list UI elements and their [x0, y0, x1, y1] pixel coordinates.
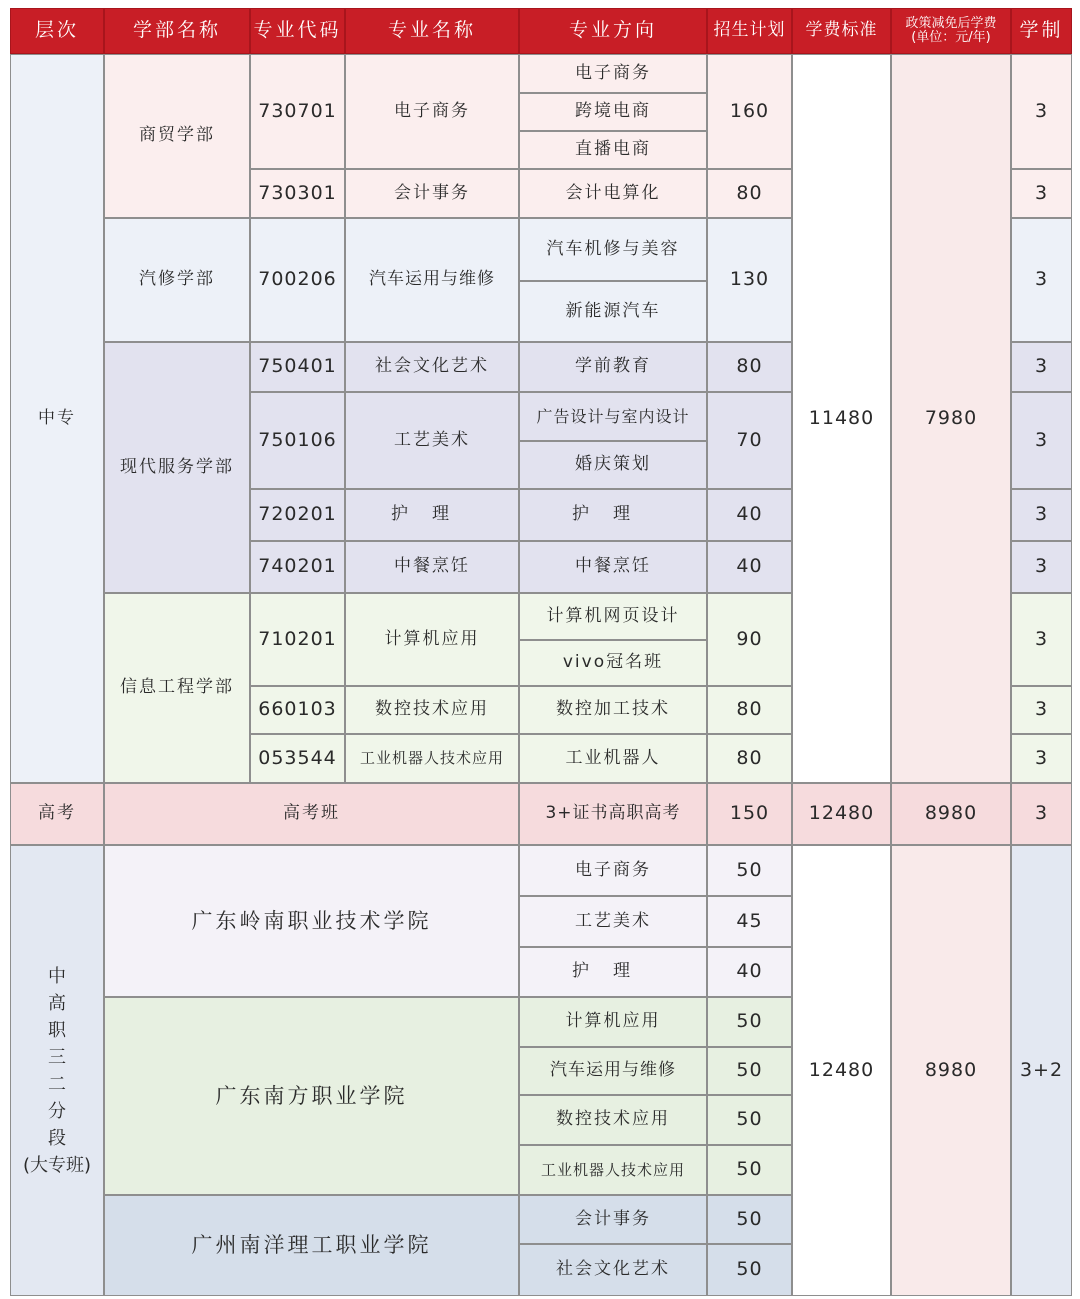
- dept-xiandai: 现代服务学部: [104, 342, 250, 593]
- direction-cell: 计算机网页设计: [519, 593, 707, 640]
- header-code: 专业代码: [250, 8, 345, 54]
- plan-cell: 80: [707, 342, 792, 392]
- code-cell: 660103: [250, 686, 345, 734]
- fee-cell: 12480: [792, 783, 891, 845]
- duration-cell: 3: [1011, 169, 1072, 218]
- direction-cell: 电子商务: [519, 54, 707, 93]
- major-cell: 工艺美术: [345, 392, 519, 489]
- code-cell: 720201: [250, 489, 345, 541]
- direction-cell: 汽车运用与维修: [519, 1047, 707, 1095]
- duration-cell: 3+2: [1011, 845, 1072, 1296]
- plan-cell: 130: [707, 218, 792, 342]
- plan-cell: 40: [707, 489, 792, 541]
- reduced-fee-cell: 7980: [891, 54, 1011, 783]
- direction-cell: 直播电商: [519, 131, 707, 169]
- plan-cell: 50: [707, 997, 792, 1047]
- plan-cell: 50: [707, 1195, 792, 1244]
- plan-cell: 90: [707, 593, 792, 686]
- level-gaokao: 高考: [10, 783, 104, 845]
- duration-cell: 3: [1011, 342, 1072, 392]
- duration-cell: 3: [1011, 392, 1072, 489]
- plan-cell: 150: [707, 783, 792, 845]
- plan-cell: 45: [707, 896, 792, 947]
- direction-cell: 学前教育: [519, 342, 707, 392]
- header-duration: 学制: [1011, 8, 1072, 54]
- fee-cell: 12480: [792, 845, 891, 1296]
- header-dept: 学部名称: [104, 8, 250, 54]
- direction-cell: 3+证书高职高考: [519, 783, 707, 845]
- plan-cell: 80: [707, 686, 792, 734]
- header-plan: 招生计划: [707, 8, 792, 54]
- level-char: (大专班): [22, 1154, 92, 1176]
- direction-cell: 数控加工技术: [519, 686, 707, 734]
- college-cell: 广东南方职业学院: [104, 997, 519, 1195]
- duration-cell: 3: [1011, 593, 1072, 686]
- college-cell: 广东岭南职业技术学院: [104, 845, 519, 997]
- plan-cell: 80: [707, 734, 792, 783]
- duration-cell: 3: [1011, 541, 1072, 593]
- header-fee: 学费标准: [792, 8, 891, 54]
- code-cell: 053544: [250, 734, 345, 783]
- major-cell: 汽车运用与维修: [345, 218, 519, 342]
- direction-cell: 社会文化艺术: [519, 1244, 707, 1296]
- level-char: 二: [48, 1073, 66, 1095]
- major-cell: 工业机器人技术应用: [345, 734, 519, 783]
- major-cell: 电子商务: [345, 54, 519, 169]
- direction-cell: 中餐烹饪: [519, 541, 707, 593]
- plan-cell: 80: [707, 169, 792, 218]
- level-char: 三: [48, 1046, 66, 1068]
- code-cell: 700206: [250, 218, 345, 342]
- major-cell: 计算机应用: [345, 593, 519, 686]
- direction-cell: 广告设计与室内设计: [519, 392, 707, 441]
- college-cell: 广州南洋理工职业学院: [104, 1195, 519, 1296]
- direction-cell: 会计事务: [519, 1195, 707, 1244]
- direction-cell: 新能源汽车: [519, 281, 707, 342]
- major-cell: 会计事务: [345, 169, 519, 218]
- major-cell: 护理: [345, 489, 519, 541]
- fee-cell: 11480: [792, 54, 891, 783]
- header-reduced-fee-unit: (单位：元/年): [911, 30, 991, 45]
- duration-cell: 3: [1011, 218, 1072, 342]
- header-direction: 专业方向: [519, 8, 707, 54]
- direction-cell: 数控技术应用: [519, 1095, 707, 1145]
- direction-cell: 工艺美术: [519, 896, 707, 947]
- direction-cell: 跨境电商: [519, 93, 707, 131]
- code-cell: 730701: [250, 54, 345, 169]
- plan-cell: 50: [707, 845, 792, 896]
- duration-cell: 3: [1011, 783, 1072, 845]
- gaokao-class-cell: 高考班: [104, 783, 519, 845]
- level-char: 高: [48, 992, 66, 1014]
- level-char: 职: [48, 1019, 66, 1041]
- direction-cell: 工业机器人: [519, 734, 707, 783]
- code-cell: 740201: [250, 541, 345, 593]
- plan-cell: 50: [707, 1047, 792, 1095]
- plan-cell: 160: [707, 54, 792, 169]
- header-level: 层次: [10, 8, 104, 54]
- level-sanerfenduan: [10, 845, 104, 1296]
- reduced-fee-cell: 8980: [891, 783, 1011, 845]
- direction-cell: vivo冠名班: [519, 640, 707, 686]
- dept-shangmao: 商贸学部: [104, 54, 250, 218]
- code-cell: 750401: [250, 342, 345, 392]
- code-cell: 710201: [250, 593, 345, 686]
- duration-cell: 3: [1011, 734, 1072, 783]
- direction-cell: 会计电算化: [519, 169, 707, 218]
- plan-cell: 50: [707, 1145, 792, 1195]
- enrollment-table: [10, 8, 1072, 1296]
- reduced-fee-cell: 8980: [891, 845, 1011, 1296]
- plan-cell: 40: [707, 541, 792, 593]
- direction-cell: 工业机器人技术应用: [519, 1145, 707, 1195]
- code-cell: 750106: [250, 392, 345, 489]
- direction-cell: 婚庆策划: [519, 441, 707, 489]
- plan-cell: 50: [707, 1244, 792, 1296]
- level-char: 段: [48, 1127, 66, 1149]
- direction-cell: 护理: [519, 947, 707, 997]
- header-reduced-fee-label: 政策减免后学费: [905, 15, 997, 31]
- level-char: 中: [48, 965, 66, 987]
- level-char: 分: [48, 1100, 66, 1122]
- dept-xinxi: 信息工程学部: [104, 593, 250, 783]
- code-cell: 730301: [250, 169, 345, 218]
- header-major: 专业名称: [345, 8, 519, 54]
- direction-cell: 计算机应用: [519, 997, 707, 1047]
- duration-cell: 3: [1011, 686, 1072, 734]
- level-zhongzhuan: 中专: [10, 54, 104, 783]
- duration-cell: 3: [1011, 489, 1072, 541]
- direction-cell: 电子商务: [519, 845, 707, 896]
- major-cell: 中餐烹饪: [345, 541, 519, 593]
- duration-cell: 3: [1011, 54, 1072, 169]
- direction-cell: 护理: [519, 489, 707, 541]
- header-reduced-fee: [891, 8, 1011, 54]
- plan-cell: 40: [707, 947, 792, 997]
- major-cell: 社会文化艺术: [345, 342, 519, 392]
- plan-cell: 50: [707, 1095, 792, 1145]
- dept-qixiu: 汽修学部: [104, 218, 250, 342]
- direction-cell: 汽车机修与美容: [519, 218, 707, 281]
- plan-cell: 70: [707, 392, 792, 489]
- major-cell: 数控技术应用: [345, 686, 519, 734]
